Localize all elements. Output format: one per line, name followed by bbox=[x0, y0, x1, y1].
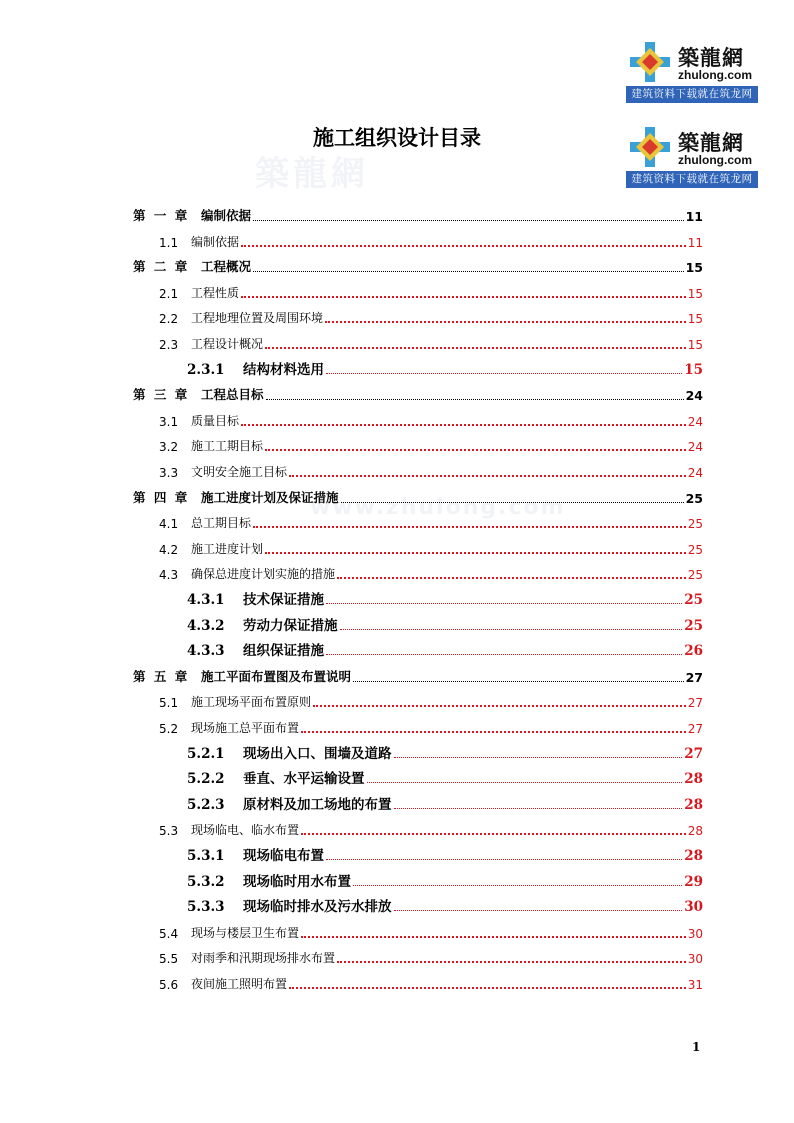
toc-entry-page: 25 bbox=[684, 592, 703, 608]
page-number: 1 bbox=[692, 1040, 701, 1054]
toc-entry-number: 2.3 bbox=[159, 338, 179, 352]
toc-entry-number: 5.3.3 bbox=[187, 899, 225, 916]
toc-entry-page: 24 bbox=[685, 388, 703, 404]
toc-leader-dots bbox=[340, 619, 683, 630]
toc-entry-label: 技术保证措施 bbox=[243, 592, 324, 608]
toc-entry-number: 3.1 bbox=[159, 414, 179, 429]
toc-entry-section[interactable] bbox=[133, 710, 703, 736]
logo-slogan: 建筑资料下载就在筑龙网 bbox=[626, 171, 758, 188]
toc-entry-page: 24 bbox=[687, 440, 703, 455]
toc-entry-number: 5.3.2 bbox=[187, 873, 225, 890]
toc-leader-dots bbox=[301, 721, 686, 733]
toc-leader-dots bbox=[265, 337, 686, 349]
toc-entry-number: 5.3 bbox=[159, 824, 179, 839]
toc-entry-subsection[interactable] bbox=[133, 864, 703, 890]
toc-entry-chapter[interactable] bbox=[133, 377, 703, 403]
toc-entry-number: 2.3.1 bbox=[187, 361, 225, 378]
toc-entry-page: 26 bbox=[684, 643, 703, 660]
watermark-text: 築龍網 bbox=[255, 154, 369, 194]
toc-leader-dots bbox=[326, 593, 682, 604]
toc-entry-section[interactable] bbox=[133, 300, 703, 326]
toc-entry-number: 第 一 章 bbox=[133, 208, 190, 223]
toc-entry-page: 28 bbox=[684, 796, 703, 813]
toc-entry-number: 第 二 章 bbox=[133, 259, 190, 275]
toc-entry-label: 现场出入口、围墙及道路 bbox=[243, 745, 392, 762]
toc-entry-number: 5.2.3 bbox=[187, 796, 225, 813]
toc-entry-chapter[interactable] bbox=[133, 198, 703, 224]
toc-leader-dots bbox=[301, 926, 686, 938]
toc-entry-label: 工程概况 bbox=[201, 259, 252, 275]
toc-leader-dots bbox=[326, 849, 682, 860]
toc-entry-subsection[interactable] bbox=[133, 633, 703, 659]
toc-entry-number: 2.2 bbox=[159, 312, 179, 327]
toc-entry-label: 编制依据 bbox=[201, 208, 252, 223]
toc-entry-label: 总工期目标 bbox=[191, 516, 252, 531]
toc-leader-dots bbox=[337, 951, 686, 963]
toc-entry-number: 4.2 bbox=[159, 542, 179, 557]
toc-leader-dots bbox=[326, 363, 682, 374]
toc-entry-label: 质量目标 bbox=[191, 413, 240, 428]
toc-entry-subsection[interactable] bbox=[133, 352, 703, 378]
toc-leader-dots bbox=[241, 235, 686, 247]
toc-entry-section[interactable] bbox=[133, 326, 703, 352]
toc-leader-dots bbox=[253, 516, 686, 528]
toc-entry-page: 25 bbox=[687, 517, 703, 532]
toc-leader-dots bbox=[326, 644, 682, 655]
toc-entry-number: 5.2.2 bbox=[187, 771, 225, 788]
toc-entry-section[interactable] bbox=[133, 966, 703, 992]
toc-entry-section[interactable] bbox=[133, 915, 703, 941]
toc-leader-dots bbox=[289, 465, 686, 477]
toc-entry-section[interactable] bbox=[133, 531, 703, 557]
toc-leader-dots bbox=[394, 798, 683, 809]
toc-entry-page: 15 bbox=[684, 361, 703, 378]
toc-entry-label: 对雨季和汛期现场排水布置 bbox=[191, 951, 336, 966]
toc-entry-label: 确保总进度计划实施的措施 bbox=[191, 567, 336, 582]
logo-domain: zhulong.com bbox=[678, 153, 752, 167]
toc-entry-number: 第 五 章 bbox=[133, 668, 190, 684]
toc-leader-dots bbox=[265, 439, 686, 451]
toc-entry-section[interactable] bbox=[133, 505, 703, 531]
page-title: 施工组织设计目录 bbox=[313, 126, 481, 150]
toc-entry-label: 现场临电、临水布置 bbox=[191, 823, 300, 838]
toc-entry-label: 编制依据 bbox=[191, 234, 240, 249]
toc-entry-number: 5.3.1 bbox=[187, 848, 225, 864]
toc-entry-number: 5.4 bbox=[159, 926, 179, 941]
toc-entry-chapter[interactable] bbox=[133, 659, 703, 685]
toc-entry-section[interactable] bbox=[133, 556, 703, 582]
toc-entry-label: 施工现场平面布置原则 bbox=[191, 695, 312, 710]
toc-entry-chapter[interactable] bbox=[133, 480, 703, 506]
toc-entry-subsection[interactable] bbox=[133, 761, 703, 787]
toc-entry-page: 11 bbox=[685, 209, 703, 224]
toc-entry-page: 15 bbox=[687, 312, 703, 327]
toc-entry-number: 第 三 章 bbox=[133, 387, 190, 403]
toc-entry-label: 现场临电布置 bbox=[243, 848, 324, 864]
toc-entry-number: 4.3 bbox=[159, 568, 179, 583]
toc-entry-label: 施工进度计划及保证措施 bbox=[201, 489, 339, 505]
toc-entry-page: 25 bbox=[684, 617, 703, 634]
logo-domain: zhulong.com bbox=[678, 68, 752, 82]
toc-entry-number: 5.5 bbox=[159, 952, 179, 967]
toc-entry-section[interactable] bbox=[133, 812, 703, 838]
toc-entry-subsection[interactable] bbox=[133, 787, 703, 813]
toc-leader-dots bbox=[325, 311, 686, 323]
toc-leader-dots bbox=[394, 747, 683, 758]
toc-entry-label: 现场施工总平面布置 bbox=[191, 721, 300, 735]
toc-entry-section[interactable] bbox=[133, 275, 703, 301]
zhulong-logo-icon bbox=[628, 40, 672, 84]
logo-slogan: 建筑资料下载就在筑龙网 bbox=[626, 86, 758, 103]
toc-entry-number: 4.3.3 bbox=[187, 643, 225, 660]
toc-entry-label: 施工进度计划 bbox=[191, 541, 264, 556]
toc-entry-section[interactable] bbox=[133, 428, 703, 454]
toc-entry-page: 28 bbox=[687, 824, 703, 839]
toc-entry-page: 30 bbox=[687, 952, 703, 967]
logo-name: 築龍網 bbox=[678, 130, 744, 155]
toc-leader-dots bbox=[353, 671, 684, 682]
toc-entry-number: 2.1 bbox=[159, 286, 179, 301]
toc-entry-number: 5.2 bbox=[159, 722, 179, 736]
toc-entry-section[interactable] bbox=[133, 940, 703, 966]
toc-entry-page: 15 bbox=[687, 286, 703, 301]
toc-leader-dots bbox=[394, 900, 683, 911]
toc-entry-page: 25 bbox=[685, 490, 703, 506]
toc-entry-label: 工程总目标 bbox=[201, 387, 264, 403]
toc-entry-label: 文明安全施工目标 bbox=[191, 465, 288, 479]
toc-entry-number: 1.1 bbox=[159, 235, 179, 250]
toc-leader-dots bbox=[241, 286, 686, 298]
toc-entry-subsection[interactable] bbox=[133, 608, 703, 634]
toc-entry-section[interactable] bbox=[133, 224, 703, 250]
toc-entry-page: 30 bbox=[684, 899, 703, 916]
toc-entry-page: 31 bbox=[687, 978, 703, 992]
toc-entry-subsection[interactable] bbox=[133, 838, 703, 864]
toc-leader-dots bbox=[265, 542, 686, 554]
toc-entry-number: 4.3.1 bbox=[187, 592, 225, 608]
toc-leader-dots bbox=[253, 261, 684, 272]
toc-leader-dots bbox=[341, 492, 684, 503]
toc-entry-page: 27 bbox=[685, 669, 703, 685]
toc-entry-page: 25 bbox=[687, 542, 703, 557]
toc-entry-page: 24 bbox=[687, 466, 703, 480]
toc-entry-label: 垂直、水平运输设置 bbox=[243, 771, 365, 788]
toc-entry-label: 结构材料选用 bbox=[243, 361, 324, 378]
toc-entry-page: 15 bbox=[685, 260, 703, 276]
toc-entry-label: 施工平面布置图及布置说明 bbox=[201, 668, 352, 684]
toc-leader-dots bbox=[313, 695, 686, 707]
logo-name: 築龍網 bbox=[678, 45, 744, 70]
toc-entry-subsection[interactable] bbox=[133, 582, 703, 608]
toc-entry-label: 劳动力保证措施 bbox=[243, 617, 338, 634]
toc-entry-number: 5.2.1 bbox=[187, 745, 225, 762]
toc-entry-number: 3.3 bbox=[159, 466, 179, 480]
toc-entry-page: 11 bbox=[687, 235, 703, 250]
toc-entry-label: 组织保证措施 bbox=[243, 643, 324, 660]
toc-entry-number: 5.6 bbox=[159, 978, 179, 992]
toc-entry-page: 27 bbox=[687, 722, 703, 736]
toc-entry-number: 3.2 bbox=[159, 440, 179, 455]
toc-entry-number: 第 四 章 bbox=[133, 489, 190, 505]
toc-entry-page: 29 bbox=[684, 873, 703, 890]
toc-entry-page: 27 bbox=[687, 696, 703, 711]
toc-entry-label: 工程地理位置及周围环境 bbox=[191, 311, 324, 326]
toc-leader-dots bbox=[241, 414, 686, 426]
toc-entry-page: 24 bbox=[687, 414, 703, 429]
toc-entry-number: 4.1 bbox=[159, 517, 179, 532]
toc-entry-section[interactable] bbox=[133, 684, 703, 710]
toc-entry-label: 现场与楼层卫生布置 bbox=[191, 925, 300, 940]
toc-entry-page: 27 bbox=[684, 745, 703, 762]
toc-entry-label: 工程设计概况 bbox=[191, 337, 264, 351]
toc-leader-dots bbox=[301, 823, 686, 835]
toc-entry-page: 28 bbox=[684, 771, 703, 788]
toc-entry-subsection[interactable] bbox=[133, 889, 703, 915]
toc-entry-subsection[interactable] bbox=[133, 736, 703, 762]
toc-entry-chapter[interactable] bbox=[133, 249, 703, 275]
toc-leader-dots bbox=[353, 875, 682, 886]
toc-leader-dots bbox=[337, 567, 686, 579]
toc-entry-label: 施工工期目标 bbox=[191, 439, 264, 454]
toc-entry-label: 工程性质 bbox=[191, 285, 240, 300]
logo-top bbox=[626, 38, 758, 104]
toc-entry-label: 现场临时用水布置 bbox=[243, 873, 351, 890]
toc-entry-page: 25 bbox=[687, 568, 703, 583]
toc-leader-dots bbox=[367, 772, 683, 783]
toc-entry-page: 15 bbox=[687, 338, 703, 352]
toc-entry-page: 30 bbox=[687, 926, 703, 941]
toc-leader-dots bbox=[289, 977, 686, 989]
toc-leader-dots bbox=[266, 389, 684, 400]
watermark-url: www.zhulong.com bbox=[310, 495, 566, 520]
toc-entry-section[interactable] bbox=[133, 403, 703, 429]
toc-entry-label: 原材料及加工场地的布置 bbox=[243, 796, 392, 813]
toc-entry-section[interactable] bbox=[133, 454, 703, 480]
toc-entry-number: 5.1 bbox=[159, 696, 179, 711]
toc-entry-number: 4.3.2 bbox=[187, 617, 225, 634]
toc-entry-label: 夜间施工照明布置 bbox=[191, 977, 288, 991]
toc-entry-label: 现场临时排水及污水排放 bbox=[243, 899, 392, 916]
toc-leader-dots bbox=[253, 210, 684, 221]
toc-entry-page: 28 bbox=[684, 848, 703, 864]
